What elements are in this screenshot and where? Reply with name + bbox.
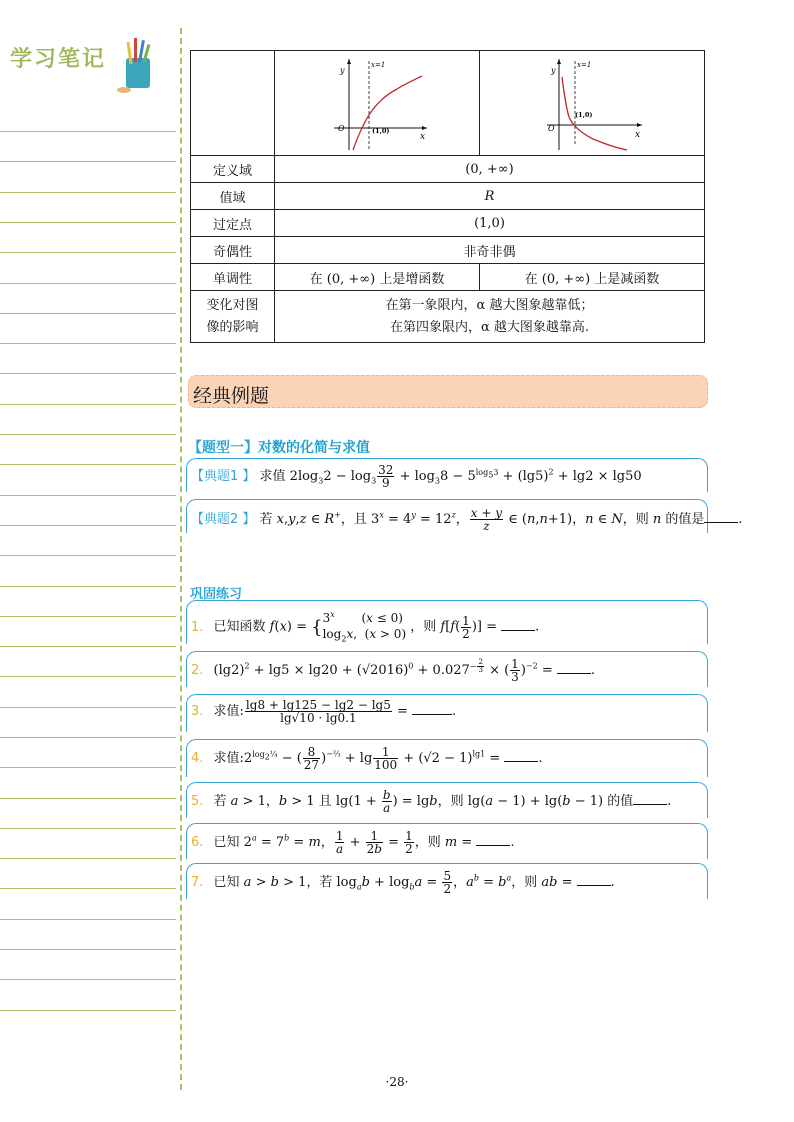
note-line [0,798,176,799]
monotonic-increasing: 在 (0, +∞) 上是增函数 [275,264,480,291]
graph-increasing-cell [275,51,480,156]
margin-divider [180,28,182,1090]
effect-value [275,291,705,343]
example-tag: 【典题1 】 [191,469,256,484]
row-label: 单调性 [191,264,275,291]
row-label: 奇偶性 [191,237,275,264]
row-label: 定义域 [191,156,275,183]
note-line [0,131,176,132]
y-axis-label: y [551,66,556,75]
x-axis-label: x [420,132,426,142]
note-line [0,525,176,526]
row-value: (1,0) [275,210,705,237]
note-line [0,555,176,556]
note-line [0,707,176,708]
label-line: 变化对图 [206,297,259,313]
note-line [0,858,176,859]
note-line [0,434,176,435]
log-properties-table [190,50,705,343]
note-line [0,1010,176,1011]
note-line [0,343,176,344]
fixed-point-label: (1,0) [372,127,390,135]
row-label: 值域 [191,183,275,210]
example-box: 【典题2 】 若 x,y,z ∈ R+，且 $3^x = 4^y = 12^z$， $\frac{x + y}{z}$ ∈ (n,n+1)，n ∈ N，则 n 的值是 . [186,499,708,533]
example-tag: 【典题2 】 [191,512,256,527]
note-line [0,646,176,647]
note-line [0,828,176,829]
decreasing-log-graph [537,53,647,153]
note-line [0,919,176,920]
y-axis-label: y [340,66,345,75]
practice-item: 3. 求值: $\frac{\lg 8 + \lg 125 - \lg 2 - \lg 5}{\lg√10 \cdot \lg 0.1}$ = . [186,694,708,732]
type-title-text: 对数的化简与求值 [258,440,370,456]
item-number: 2. [191,663,204,678]
x-axis-label: x [635,130,641,140]
practice-item: 5. 若 a > 1，b > 1 且 lg(1 + $\frac{b}{a}$ ) = lgb，则 lg(a − 1) + lg(b − 1) 的值 . [186,782,708,818]
row-value: R [275,183,705,210]
effect-line: 在第四象限内，α 越大图象越靠高. [389,319,590,335]
note-line [0,222,176,223]
item-number: 4. [191,751,204,766]
note-line [0,192,176,193]
note-line [0,767,176,768]
practice-title: 巩固练习 [190,587,243,602]
row-value: (0, +∞) [275,156,705,183]
sidebar-title: 学习笔记 [10,47,107,72]
practice-item: 4. 求值$:2^{log_2\frac{1}{4}}$ − ( $\frac{8}{27}$ )$^{-\frac{2}{3}}$ + lg $\frac{1}{100}$ + $(√2 - 1)^{lg1}$ = . [186,739,708,777]
origin-label: O [548,124,555,133]
question-type-title [188,437,370,457]
item-number: 1. [191,619,204,635]
practice-item: 1. 已知函数 f(x) = { 3$^x$ (x ≤ 0) $\log_2x$, (x > 0) ，则 f[f( $\frac{1}{2}$ )] = . [186,600,708,644]
item-number: 3. [191,704,204,719]
note-line [0,495,176,496]
page-number: ·28· [385,1075,409,1089]
effect-line: 在第一象限内，α 越大图象越靠低； [385,297,594,313]
graph-header-blank [191,51,275,156]
note-line [0,161,176,162]
note-line [0,373,176,374]
increasing-log-graph [322,53,432,153]
note-line [0,464,176,465]
note-line [0,586,176,587]
pencil-cup-icon [116,36,162,96]
practice-item: 6. 已知 $2^a = 7^b = m$， $\frac{1}{a}$ + $\frac{1}{2b}$ = $\frac{1}{2}$ ，则 m = . [186,823,708,859]
note-line [0,404,176,405]
note-line [0,888,176,889]
note-line [0,283,176,284]
example-box: 【典题1 】 求值 $2\log_32 - \log_3$ $\frac{32}{9}$ + $\log_38 - 5^{log_53} + (\lg 5)^2 + \lg 2 \times \lg 50$ [186,458,708,492]
note-line [0,676,176,677]
note-line [0,616,176,617]
practice-item: 2. $(\lg 2)^2 + \lg 5 \times \lg 20 + (√2016)^0 + 0.027^{- \frac{2}{3}}$ × ( $\frac{1}{3}$ )$^{-2}$ = . [186,651,708,687]
note-line [0,252,176,253]
note-line [0,949,176,950]
asymptote-label: x=1 [371,61,386,69]
practice-item: 7. 已知 a > b > 1，若 $\log_ab + \log_ba$ = $\frac{5}{2}$ ，$a^b = b^a$，则 ab = . [186,863,708,899]
fixed-point-label: (1,0) [575,111,593,119]
section-header [188,375,708,408]
row-label: 过定点 [191,210,275,237]
note-line [0,737,176,738]
label-line: 像的影响 [206,319,259,335]
row-value: 非奇非偶 [275,237,705,264]
type-bracket: 【题型一】 [188,440,258,456]
note-line [0,313,176,314]
note-line [0,979,176,980]
section-title: 经典例题 [193,385,270,407]
monotonic-decreasing: 在 (0, +∞) 上是减函数 [480,264,705,291]
graph-decreasing-cell [480,51,705,156]
row-label [191,291,275,343]
origin-label: O [338,124,345,133]
item-number: 6. [191,835,204,850]
asymptote-label: x=1 [577,61,592,69]
item-number: 7. [191,875,204,890]
item-number: 5. [191,794,204,809]
